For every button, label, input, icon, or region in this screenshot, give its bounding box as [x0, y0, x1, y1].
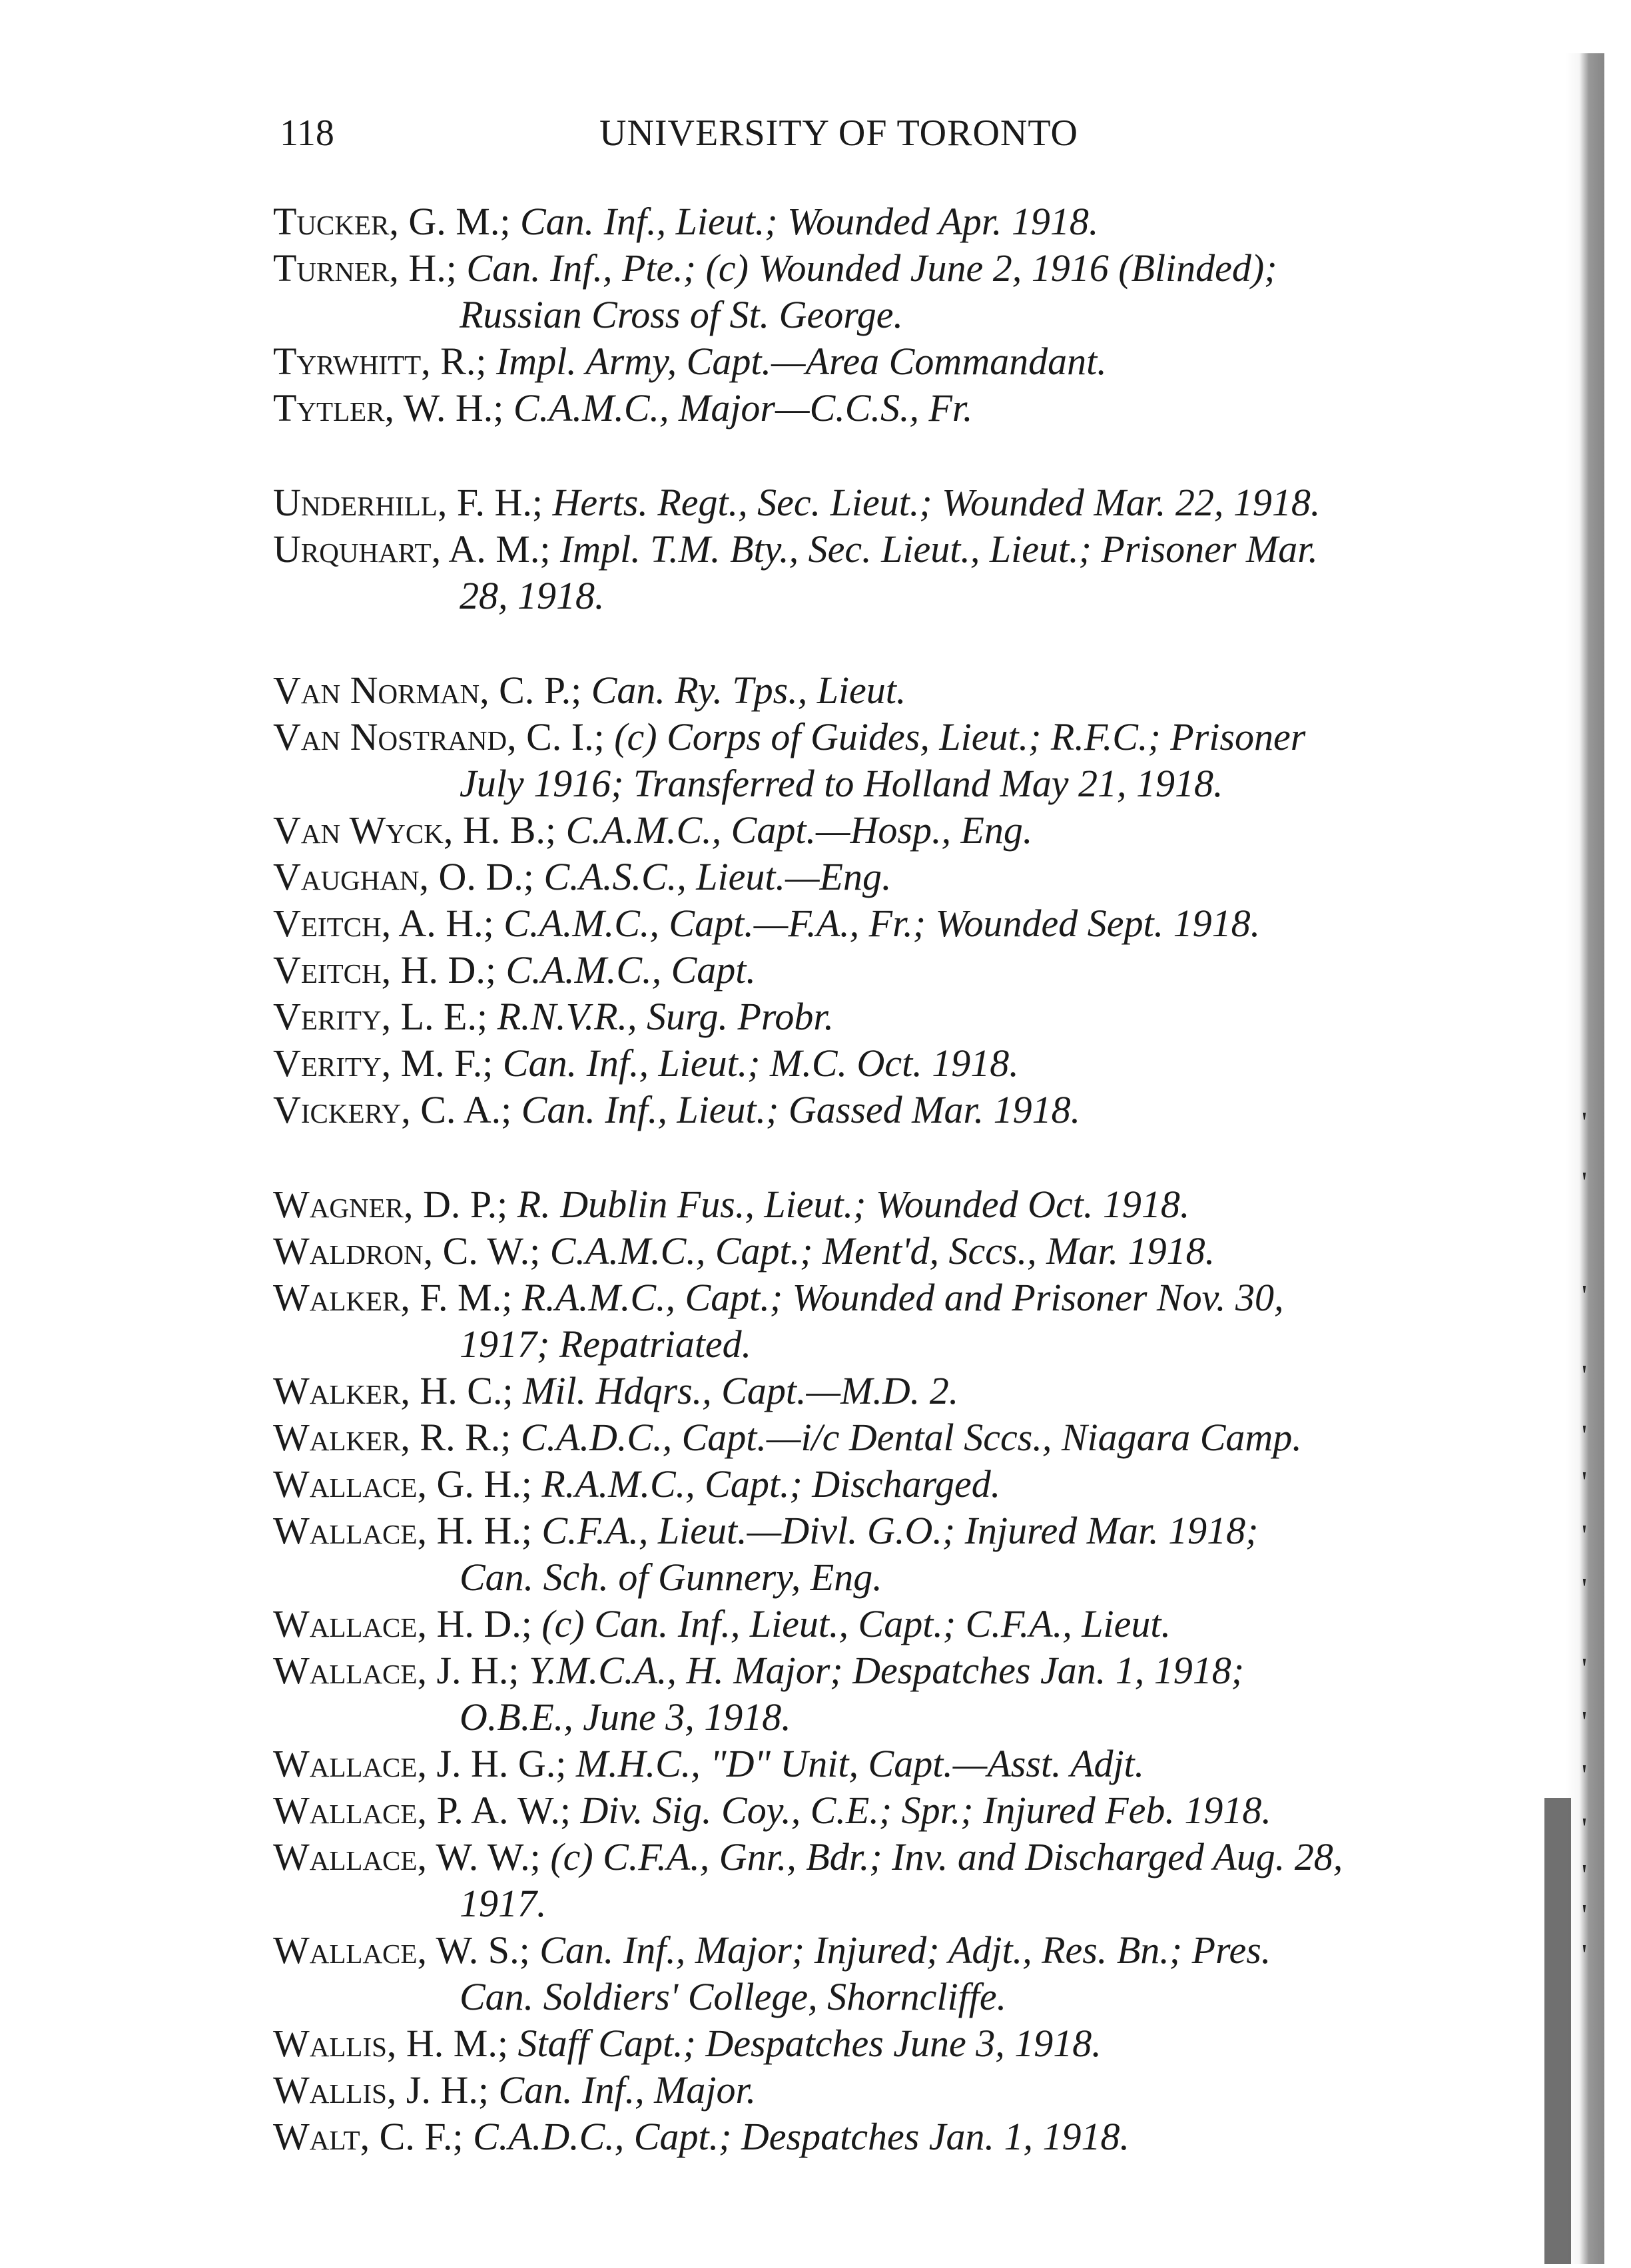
- roll-entry: [273, 479, 1492, 526]
- roll-entry: [273, 993, 1492, 1040]
- entry-name: Veitch, H. D.;: [273, 948, 496, 992]
- entry-detail: C.A.M.C., Capt.—F.A., Fr.; Wounded Sept. 1918.: [503, 902, 1261, 945]
- roll-entry: [273, 1275, 1492, 1321]
- roll-entry: [273, 1834, 1492, 1880]
- running-title: UNIVERSITY OF TORONTO: [599, 113, 1078, 154]
- page-header: [0, 112, 1631, 165]
- roll-entry: [273, 385, 1492, 431]
- margin-tick: ': [1582, 1106, 1587, 1139]
- entry-detail: 1917; Repatriated.: [460, 1322, 752, 1366]
- entry-detail: M.H.C., "D" Unit, Capt.—Asst. Adjt.: [575, 1742, 1145, 1785]
- entry-continuation: [273, 1974, 1492, 2020]
- roll-entry: [273, 1040, 1492, 1087]
- entry-name: Wallace, P. A. W.;: [273, 1789, 571, 1832]
- margin-tick: ': [1582, 1898, 1587, 1931]
- section-gap: [273, 619, 1492, 667]
- roll-entry: [273, 1647, 1492, 1694]
- entry-continuation: [273, 573, 1492, 619]
- entry-detail: C.F.A., Lieut.—Divl. G.O.; Injured Mar. 1918;: [541, 1509, 1259, 1552]
- entry-detail: (c) C.F.A., Gnr., Bdr.; Inv. and Discharged Aug. 28,: [550, 1835, 1343, 1878]
- entry-name: Wallace, J. H. G.;: [273, 1742, 567, 1785]
- roll-entry: [273, 2020, 1492, 2067]
- roll-entry: [273, 1741, 1492, 1787]
- entry-detail: July 1916; Transferred to Holland May 21, 1918.: [460, 762, 1223, 805]
- entry-name: Verity, L. E.;: [273, 995, 488, 1038]
- entry-detail: C.A.M.C., Capt.; Ment'd, Sccs., Mar. 1918.: [549, 1229, 1215, 1273]
- roll-entry: [273, 198, 1492, 245]
- roll-entry: [273, 2114, 1492, 2160]
- roll-entry: [273, 245, 1492, 292]
- entry-continuation: [273, 1554, 1492, 1601]
- roll-entry: [273, 807, 1492, 854]
- entry-name: Walt, C. F.;: [273, 2115, 464, 2158]
- entry-name: Tyrwhitt, R.;: [273, 340, 487, 383]
- roll-entry: [273, 1927, 1492, 1974]
- entry-continuation: [273, 1880, 1492, 1927]
- entry-detail: Can. Inf., Lieut.; Wounded Apr. 1918.: [519, 200, 1099, 243]
- entry-name: Vickery, C. A.;: [273, 1088, 512, 1131]
- entry-detail: C.A.D.C., Capt.—i/c Dental Sccs., Niagara Camp.: [520, 1416, 1302, 1459]
- entry-name: Veitch, A. H.;: [273, 902, 494, 945]
- entry-name: Van Wyck, H. B.;: [273, 808, 557, 852]
- section-gap: [273, 1133, 1492, 1181]
- entry-detail: Mil. Hdqrs., Capt.—M.D. 2.: [523, 1369, 959, 1412]
- entry-detail: C.A.M.C., Capt.: [505, 948, 756, 992]
- margin-tick: ': [1582, 1858, 1587, 1891]
- roll-entry: [273, 1601, 1492, 1647]
- roll-entry: [273, 1181, 1492, 1228]
- roll-entry: [273, 714, 1492, 760]
- entry-detail: Can. Inf., Lieut.; Gassed Mar. 1918.: [521, 1088, 1081, 1131]
- entry-detail: 28, 1918.: [460, 574, 605, 617]
- roll-entry: [273, 1461, 1492, 1508]
- entry-detail: R.A.M.C., Capt.; Discharged.: [541, 1462, 1001, 1506]
- roll-entry: [273, 338, 1492, 385]
- entry-detail: Can. Soldiers' College, Shorncliffe.: [460, 1975, 1007, 2018]
- roll-entry: [273, 1087, 1492, 1133]
- entry-continuation: [273, 760, 1492, 807]
- entry-detail: C.A.D.C., Capt.; Despatches Jan. 1, 1918.: [473, 2115, 1130, 2158]
- margin-tick: ': [1582, 1359, 1587, 1392]
- margin-tick: ': [1582, 1166, 1587, 1199]
- entry-name: Walker, H. C.;: [273, 1369, 513, 1412]
- entry-detail: R. Dublin Fus., Lieut.; Wounded Oct. 1918.: [517, 1183, 1190, 1226]
- entry-detail: R.A.M.C., Capt.; Wounded and Prisoner Nov. 30,: [521, 1276, 1284, 1319]
- margin-tick: ': [1582, 1572, 1587, 1605]
- roll-entry: [273, 526, 1492, 573]
- entry-name: Wallace, G. H.;: [273, 1462, 532, 1506]
- page-number: 118: [280, 113, 334, 154]
- entry-name: Urquhart, A. M.;: [273, 527, 551, 571]
- margin-tick: ': [1582, 1812, 1587, 1844]
- roll-entry: [273, 1787, 1492, 1834]
- entry-name: Van Norman, C. P.;: [273, 669, 582, 712]
- roll-entry: [273, 854, 1492, 900]
- entry-name: Wagner, D. P.;: [273, 1183, 508, 1226]
- roll-entry: [273, 947, 1492, 993]
- entry-name: Waldron, C. W.;: [273, 1229, 541, 1273]
- section-gap: [273, 431, 1492, 479]
- roll-entry: [273, 2067, 1492, 2114]
- entry-detail: Staff Capt.; Despatches June 3, 1918.: [517, 2022, 1102, 2065]
- margin-tick: ': [1582, 1705, 1587, 1738]
- entry-detail: C.A.M.C., Major—C.C.S., Fr.: [513, 386, 973, 429]
- entry-name: Wallace, H. D.;: [273, 1602, 532, 1645]
- entry-name: Wallace, W. W.;: [273, 1835, 541, 1878]
- entry-name: Tytler, W. H.;: [273, 386, 504, 429]
- entry-continuation: [273, 292, 1492, 338]
- book-spine-shadow: [1566, 53, 1604, 2264]
- entry-detail: Impl. T.M. Bty., Sec. Lieut., Lieut.; Prisoner Mar.: [559, 527, 1318, 571]
- entry-name: Wallace, W. S.;: [273, 1928, 530, 1972]
- entry-detail: (c) Can. Inf., Lieut., Capt.; C.F.A., Lieut.: [541, 1602, 1171, 1645]
- margin-tick: ': [1582, 1759, 1587, 1791]
- margin-tick: ': [1582, 1652, 1587, 1685]
- roll-entry: [273, 1228, 1492, 1275]
- entry-detail: Can. Ry. Tps., Lieut.: [591, 669, 906, 712]
- entry-detail: C.A.M.C., Capt.—Hosp., Eng.: [565, 808, 1033, 852]
- entry-name: Tucker, G. M.;: [273, 200, 511, 243]
- entry-name: Van Nostrand, C. I.;: [273, 715, 605, 758]
- roll-entry: [273, 1508, 1492, 1554]
- margin-tick: ': [1582, 1466, 1587, 1498]
- entry-detail: Can. Inf., Pte.; (c) Wounded June 2, 1916 (Blinded);: [466, 246, 1277, 290]
- entry-detail: Can. Inf., Major; Injured; Adjt., Res. Bn.; Pres.: [539, 1928, 1271, 1972]
- margin-tick: ': [1582, 1419, 1587, 1452]
- entry-name: Underhill, F. H.;: [273, 481, 543, 524]
- roll-entry: [273, 667, 1492, 714]
- entry-name: Wallis, H. M.;: [273, 2022, 508, 2065]
- entry-detail: Herts. Regt., Sec. Lieut.; Wounded Mar. 22, 1918.: [552, 481, 1321, 524]
- entry-detail: (c) Corps of Guides, Lieut.; R.F.C.; Prisoner: [614, 715, 1306, 758]
- roll-entry: [273, 1414, 1492, 1461]
- roll-entry: [273, 1368, 1492, 1414]
- roll-entries: [273, 198, 1492, 2160]
- entry-detail: 1917.: [460, 1882, 547, 1925]
- entry-name: Wallis, J. H.;: [273, 2068, 489, 2112]
- entry-continuation: [273, 1321, 1492, 1368]
- entry-name: Walker, F. M.;: [273, 1276, 513, 1319]
- margin-tick: ': [1582, 1938, 1587, 1971]
- entry-detail: Russian Cross of St. George.: [460, 293, 903, 336]
- entry-detail: C.A.S.C., Lieut.—Eng.: [543, 855, 892, 898]
- entry-name: Verity, M. F.;: [273, 1041, 493, 1085]
- entry-name: Wallace, J. H.;: [273, 1649, 519, 1692]
- entry-continuation: [273, 1694, 1492, 1741]
- margin-tick: ': [1582, 1519, 1587, 1552]
- roll-entry: [273, 900, 1492, 947]
- entry-name: Vaughan, O. D.;: [273, 855, 534, 898]
- entry-name: Walker, R. R.;: [273, 1416, 511, 1459]
- book-gutter-edge: [1544, 1798, 1571, 2264]
- entry-detail: R.N.V.R., Surg. Probr.: [497, 995, 834, 1038]
- entry-detail: Can. Inf., Lieut.; M.C. Oct. 1918.: [502, 1041, 1019, 1085]
- entry-name: Turner, H.;: [273, 246, 457, 290]
- entry-detail: Y.M.C.A., H. Major; Despatches Jan. 1, 1918;: [529, 1649, 1245, 1692]
- entry-name: Wallace, H. H.;: [273, 1509, 532, 1552]
- entry-detail: O.B.E., June 3, 1918.: [460, 1695, 791, 1739]
- entry-detail: Can. Sch. of Gunnery, Eng.: [460, 1556, 882, 1599]
- margin-tick: ': [1582, 1279, 1587, 1312]
- entry-detail: Impl. Army, Capt.—Area Commandant.: [495, 340, 1107, 383]
- entry-detail: Can. Inf., Major.: [498, 2068, 757, 2112]
- entry-detail: Div. Sig. Coy., C.E.; Spr.; Injured Feb. 1918.: [580, 1789, 1271, 1832]
